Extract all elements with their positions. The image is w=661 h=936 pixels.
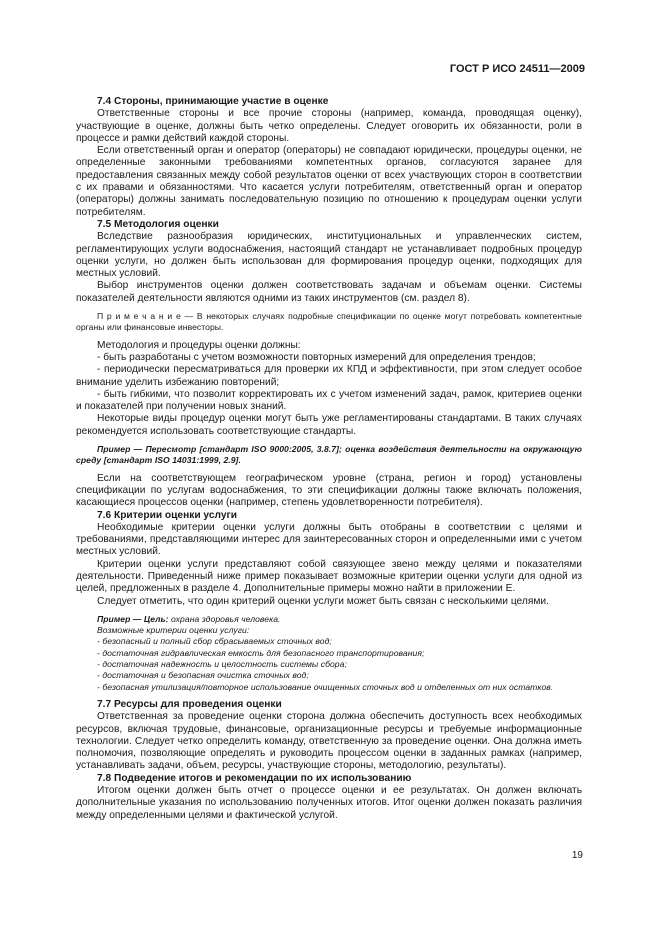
example-list-item: - достаточная и безопасная очистка сточных вод; bbox=[97, 670, 309, 681]
section-7-4-title: 7.4 Стороны, принимающие участие в оценке bbox=[97, 96, 329, 107]
list-item: - периодически пересматриваться для проверки их КПД и эффективности, при этом следует особое внимание уделить избежанию повторений; bbox=[76, 364, 582, 388]
section-7-4-paragraph-1: Ответственные стороны и все прочие стороны (например, команда, проводящая оценку), участвующие в оценке, должны быть четко определены. Следует оговорить их обязанности, роли в процессе и рамки действий каждой стороны. bbox=[76, 108, 582, 144]
section-7-5-paragraph-2: Выбор инструментов оценки должен соответствовать задачам и объемам оценки. Системы показателей деятельности являются одними из таких инструментов (см. раздел 8). bbox=[76, 280, 582, 304]
example-label: Пример — Цель: bbox=[97, 613, 169, 624]
section-7-5-example: Пример — Пересмотр [стандарт ISO 9000:2005, 3.8.7]; оценка воздействия деятельности на окружающую среду [стандарт ISO 14031:1999, 2.9]. bbox=[76, 444, 582, 466]
example-list-item: - безопасная утилизация/повторное использование очищенных сточных вод и отделенных от них остатков. bbox=[97, 681, 554, 692]
section-7-5-paragraph-3: Методология и процедуры оценки должны: bbox=[97, 339, 301, 351]
list-item: - быть гибкими, что позволит корректировать их с учетом изменений задач, рамок, критериев оценки и показателей при получении новых знаний. bbox=[76, 388, 582, 413]
section-7-6-paragraph-1: Необходимые критерии оценки услуги должны быть отобраны в соответствии с целями и требованиями, представляющими интерес для заинтересованных сторон и определенными ими с учетом местных условий. bbox=[76, 521, 582, 558]
section-7-6-paragraph-2: Критерии оценки услуги представляют собой связующее звено между целями и показателями деятельности. Приведенный ниже пример показывает возможные критерии оценки услуги для одной из целей, предложенных в разделе 4. Дополнительные примеры можно найти в приложении Е. bbox=[76, 558, 582, 595]
example-list-item: - безопасный и полный сбор сбрасываемых сточных вод; bbox=[97, 636, 332, 647]
example-goal: охрана здоровья человека. bbox=[168, 613, 281, 624]
section-7-5-paragraph-1: Вследствие разнообразия юридических, институциональных и управленческих систем, регламентирующих услуги водоснабжения, настоящий стандарт не устанавливает подробных процедур оценки услуги, но должен быть использован для формирования процедур оценки, подходящих для местных условий. bbox=[76, 231, 582, 280]
section-7-6-paragraph-3: Следует отметить, что один критерий оценки услуги может быть связан с несколькими целями. bbox=[97, 595, 549, 607]
section-7-5-title: 7.5 Методология оценки bbox=[97, 218, 219, 230]
section-7-5-note: П р и м е ч а н и е — В некоторых случаях подробные спецификации по оценке могут потребовать компетентные органы или финансовые инвесторы. bbox=[76, 311, 582, 333]
section-7-8-paragraph-1: Итогом оценки должен быть отчет о процессе оценки и ее результатах. Он должен включать дополнительные указания по использованию полученных итогов. Итог оценки должен показать различия между определенными целями и фактической услугой. bbox=[76, 785, 582, 821]
section-7-7-title: 7.7 Ресурсы для проведения оценки bbox=[97, 698, 282, 710]
page-number: 19 bbox=[571, 850, 583, 861]
section-7-4-paragraph-2: Если ответственный орган и оператор (операторы) не совпадают юридически, процедуры оценки, не определенные законными требованиями компетентных органов, согласуются заранее для предоставления связанных между собой результатов оценки от всех участвующих сторон в соответствии с их правами и обязанностями. Что касается услуги потребителям, ответственный орган и оператор (операторы) должны занимать последовательную позицию по отношению к процедурам оценки услуги потребителям. bbox=[76, 145, 582, 218]
example-list-item: - достаточная гидравлическая емкость для безопасного транспортирования; bbox=[97, 647, 425, 658]
section-7-8-title: 7.8 Подведение итогов и рекомендации по их использованию bbox=[97, 772, 412, 784]
list-item: - быть разработаны с учетом возможности повторных измерений для определения трендов; bbox=[97, 351, 536, 363]
section-7-5-paragraph-4: Некоторые виды процедур оценки могут быть уже регламентированы стандартами. В таких случаях рекомендуется использовать соответствующие стандарты. bbox=[76, 413, 582, 437]
document-code: ГОСТ Р ИСО 24511—2009 bbox=[449, 63, 585, 75]
section-7-7-paragraph-1: Ответственная за проведение оценки сторона должна обеспечить доступность всех необходимых ресурсов, включая трудовые, финансовые, организационные ресурсы и требуемые информационные технологии. Следует четко определить команду, ответственную за проведение оценки. Она должна иметь полномочия, позволяющие определять и руководить процессом оценки в заданных рамках (например, устанавливать задачи, объем, ресурсы, участвующие стороны, методологию, результаты). bbox=[76, 711, 582, 772]
section-7-6-title: 7.6 Критерии оценки услуги bbox=[97, 509, 238, 521]
section-7-5-paragraph-5: Если на соответствующем географическом уровне (страна, регион и город) установлены спецификации по услугам водоснабжения, то эти спецификации должны также включать положения, касающиеся процессов оценки (например, степень удовлетворенности потребителя). bbox=[76, 472, 582, 509]
example-list-item: - достаточная надежность и целостность системы сбора; bbox=[97, 659, 347, 670]
example-subtitle: Возможные критерии оценки услуги: bbox=[97, 625, 250, 636]
page-content bbox=[76, 96, 582, 822]
section-7-6-example bbox=[76, 614, 582, 625]
